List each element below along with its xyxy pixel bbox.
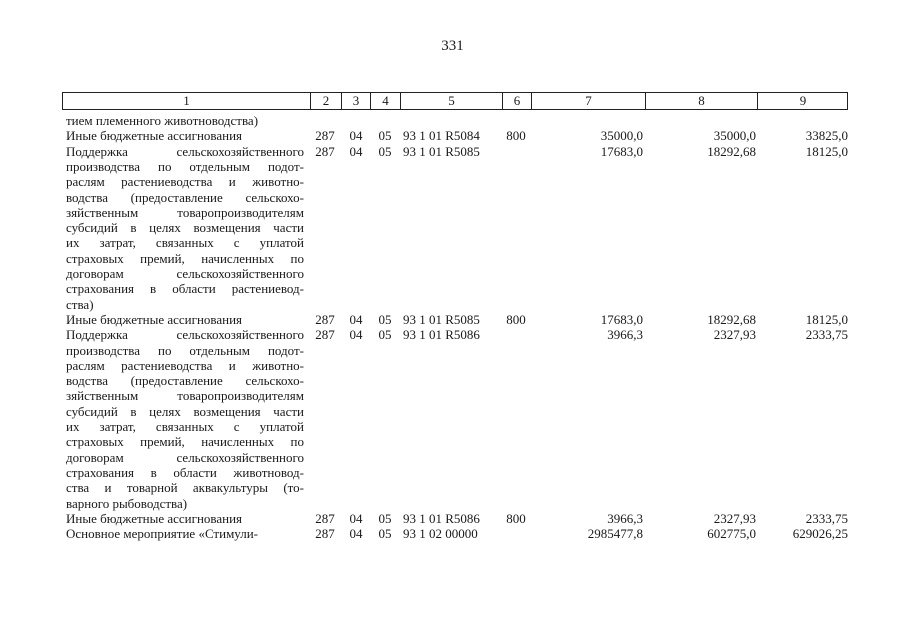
cell-c9: 629026,25 <box>792 526 848 542</box>
row-description: Иные бюджетные ассигнования <box>66 510 243 526</box>
row-description: зяйственным товаропроизводителям <box>66 204 304 220</box>
cell-c5: 93 1 01 R5086 <box>403 510 480 526</box>
row-description: водства (предоставление сельскохо- <box>66 373 304 389</box>
row-description: раслям растениеводства и животно- <box>66 174 304 190</box>
cell-c7: 3966,3 <box>607 510 643 526</box>
row-description: водства (предоставление сельскохо- <box>66 189 304 205</box>
header-col-2: 2 <box>310 93 341 109</box>
table-row-line <box>0 281 905 296</box>
table-row-line <box>0 327 905 342</box>
cell-c9: 2333,75 <box>805 510 848 526</box>
table-row-line <box>0 465 905 480</box>
cell-c3: 04 <box>349 143 363 159</box>
table-row-line <box>0 496 905 511</box>
header-col-3: 3 <box>341 93 370 109</box>
row-description: страхования в области растениевод- <box>66 281 304 297</box>
table-row-line <box>0 343 905 358</box>
cell-c2: 287 <box>315 128 335 144</box>
cell-c4: 05 <box>378 128 392 144</box>
cell-c8: 2327,93 <box>713 510 756 526</box>
table-row-line <box>0 251 905 266</box>
cell-c2: 287 <box>315 143 335 159</box>
header-col-7: 7 <box>531 93 645 109</box>
table-row-line <box>0 373 905 388</box>
cell-c3: 04 <box>349 128 363 144</box>
table-row-line <box>0 113 905 128</box>
cell-c2: 287 <box>315 327 335 343</box>
row-description: страхования в области животновод- <box>66 464 304 480</box>
table-row-line <box>0 450 905 465</box>
header-col-5: 5 <box>400 93 502 109</box>
cell-c2: 287 <box>315 526 335 542</box>
table-row-line <box>0 404 905 419</box>
cell-c7: 3966,3 <box>607 327 643 343</box>
cell-c2: 287 <box>315 311 335 327</box>
row-description: Поддержка сельскохозяйственного <box>66 143 304 159</box>
cell-c8: 602775,0 <box>707 526 756 542</box>
row-description: субсидий в целях возмещения части <box>66 403 304 419</box>
table-row-line <box>0 190 905 205</box>
table-row-line <box>0 358 905 373</box>
row-description: их затрат, связанных с уплатой <box>66 419 304 434</box>
table-header <box>62 92 848 110</box>
cell-c3: 04 <box>349 311 363 327</box>
row-description: ства) <box>66 296 94 312</box>
row-description: производства по отдельным подот- <box>66 342 304 358</box>
table-row-line <box>0 297 905 312</box>
cell-c4: 05 <box>378 143 392 159</box>
cell-c2: 287 <box>315 510 335 526</box>
row-description: страховых премий, начисленных по <box>66 434 304 450</box>
cell-c6: 800 <box>506 311 526 327</box>
row-description: раслям растениеводства и животно- <box>66 357 304 373</box>
cell-c5: 93 1 01 R5085 <box>403 143 480 159</box>
cell-c9: 18125,0 <box>805 311 848 327</box>
cell-c5: 93 1 01 R5085 <box>403 311 480 327</box>
cell-c5: 93 1 02 00000 <box>403 526 478 542</box>
cell-c5: 93 1 01 R5084 <box>403 128 480 144</box>
table-row-line <box>0 220 905 235</box>
row-description: договорам сельскохозяйственного <box>66 449 304 465</box>
row-description: Поддержка сельскохозяйственного <box>66 327 304 343</box>
table-row-line <box>0 128 905 143</box>
header-col-9: 9 <box>757 93 848 109</box>
row-description: Основное мероприятие «Стимули- <box>66 526 259 542</box>
cell-c9: 18125,0 <box>805 143 848 159</box>
cell-c9: 33825,0 <box>805 128 848 144</box>
cell-c3: 04 <box>349 327 363 343</box>
cell-c9: 2333,75 <box>805 327 848 343</box>
cell-c4: 05 <box>378 510 392 526</box>
cell-c5: 93 1 01 R5086 <box>403 327 480 343</box>
cell-c8: 35000,0 <box>713 128 756 144</box>
cell-c3: 04 <box>349 526 363 542</box>
cell-c6: 800 <box>506 510 526 526</box>
table-row-line <box>0 144 905 159</box>
cell-c4: 05 <box>378 311 392 327</box>
row-description: договорам сельскохозяйственного <box>66 266 304 281</box>
row-description: производства по отдельным подот- <box>66 158 304 174</box>
row-description: страховых премий, начисленных по <box>66 250 304 266</box>
cell-c7: 2985477,8 <box>587 526 643 542</box>
cell-c8: 18292,68 <box>707 143 756 159</box>
header-col-1: 1 <box>183 93 190 108</box>
cell-c7: 35000,0 <box>600 128 643 144</box>
table-row-line <box>0 266 905 281</box>
table-row-line <box>0 526 905 541</box>
row-description: Иные бюджетные ассигнования <box>66 311 243 327</box>
header-col-8: 8 <box>645 93 757 109</box>
cell-c7: 17683,0 <box>600 143 643 159</box>
table-row-line <box>0 419 905 434</box>
table-row-line <box>0 174 905 189</box>
row-description: Иные бюджетные ассигнования <box>66 128 243 144</box>
cell-c3: 04 <box>349 510 363 526</box>
table-row-line <box>0 434 905 449</box>
row-description: зяйственным товаропроизводителям <box>66 388 304 404</box>
table-row-line <box>0 159 905 174</box>
cell-c8: 2327,93 <box>713 327 756 343</box>
table-row-line <box>0 480 905 495</box>
row-description: субсидий в целях возмещения части <box>66 220 304 236</box>
cell-c7: 17683,0 <box>600 311 643 327</box>
row-description: варного рыбоводства) <box>66 495 188 511</box>
header-col-6: 6 <box>502 93 531 109</box>
cell-c8: 18292,68 <box>707 311 756 327</box>
cell-c4: 05 <box>378 526 392 542</box>
table-row-line <box>0 511 905 526</box>
cell-c6: 800 <box>506 128 526 144</box>
table-row-line <box>0 235 905 250</box>
table-row-line <box>0 312 905 327</box>
row-description: ства и товарной аквакультуры (то- <box>66 480 304 496</box>
page-number: 331 <box>441 38 464 54</box>
row-description: их затрат, связанных с уплатой <box>66 235 304 251</box>
table-row-line <box>0 205 905 220</box>
cell-c4: 05 <box>378 327 392 343</box>
table-row-line <box>0 388 905 403</box>
header-col-4: 4 <box>370 93 400 109</box>
row-description: тием племенного животноводства) <box>66 113 259 128</box>
